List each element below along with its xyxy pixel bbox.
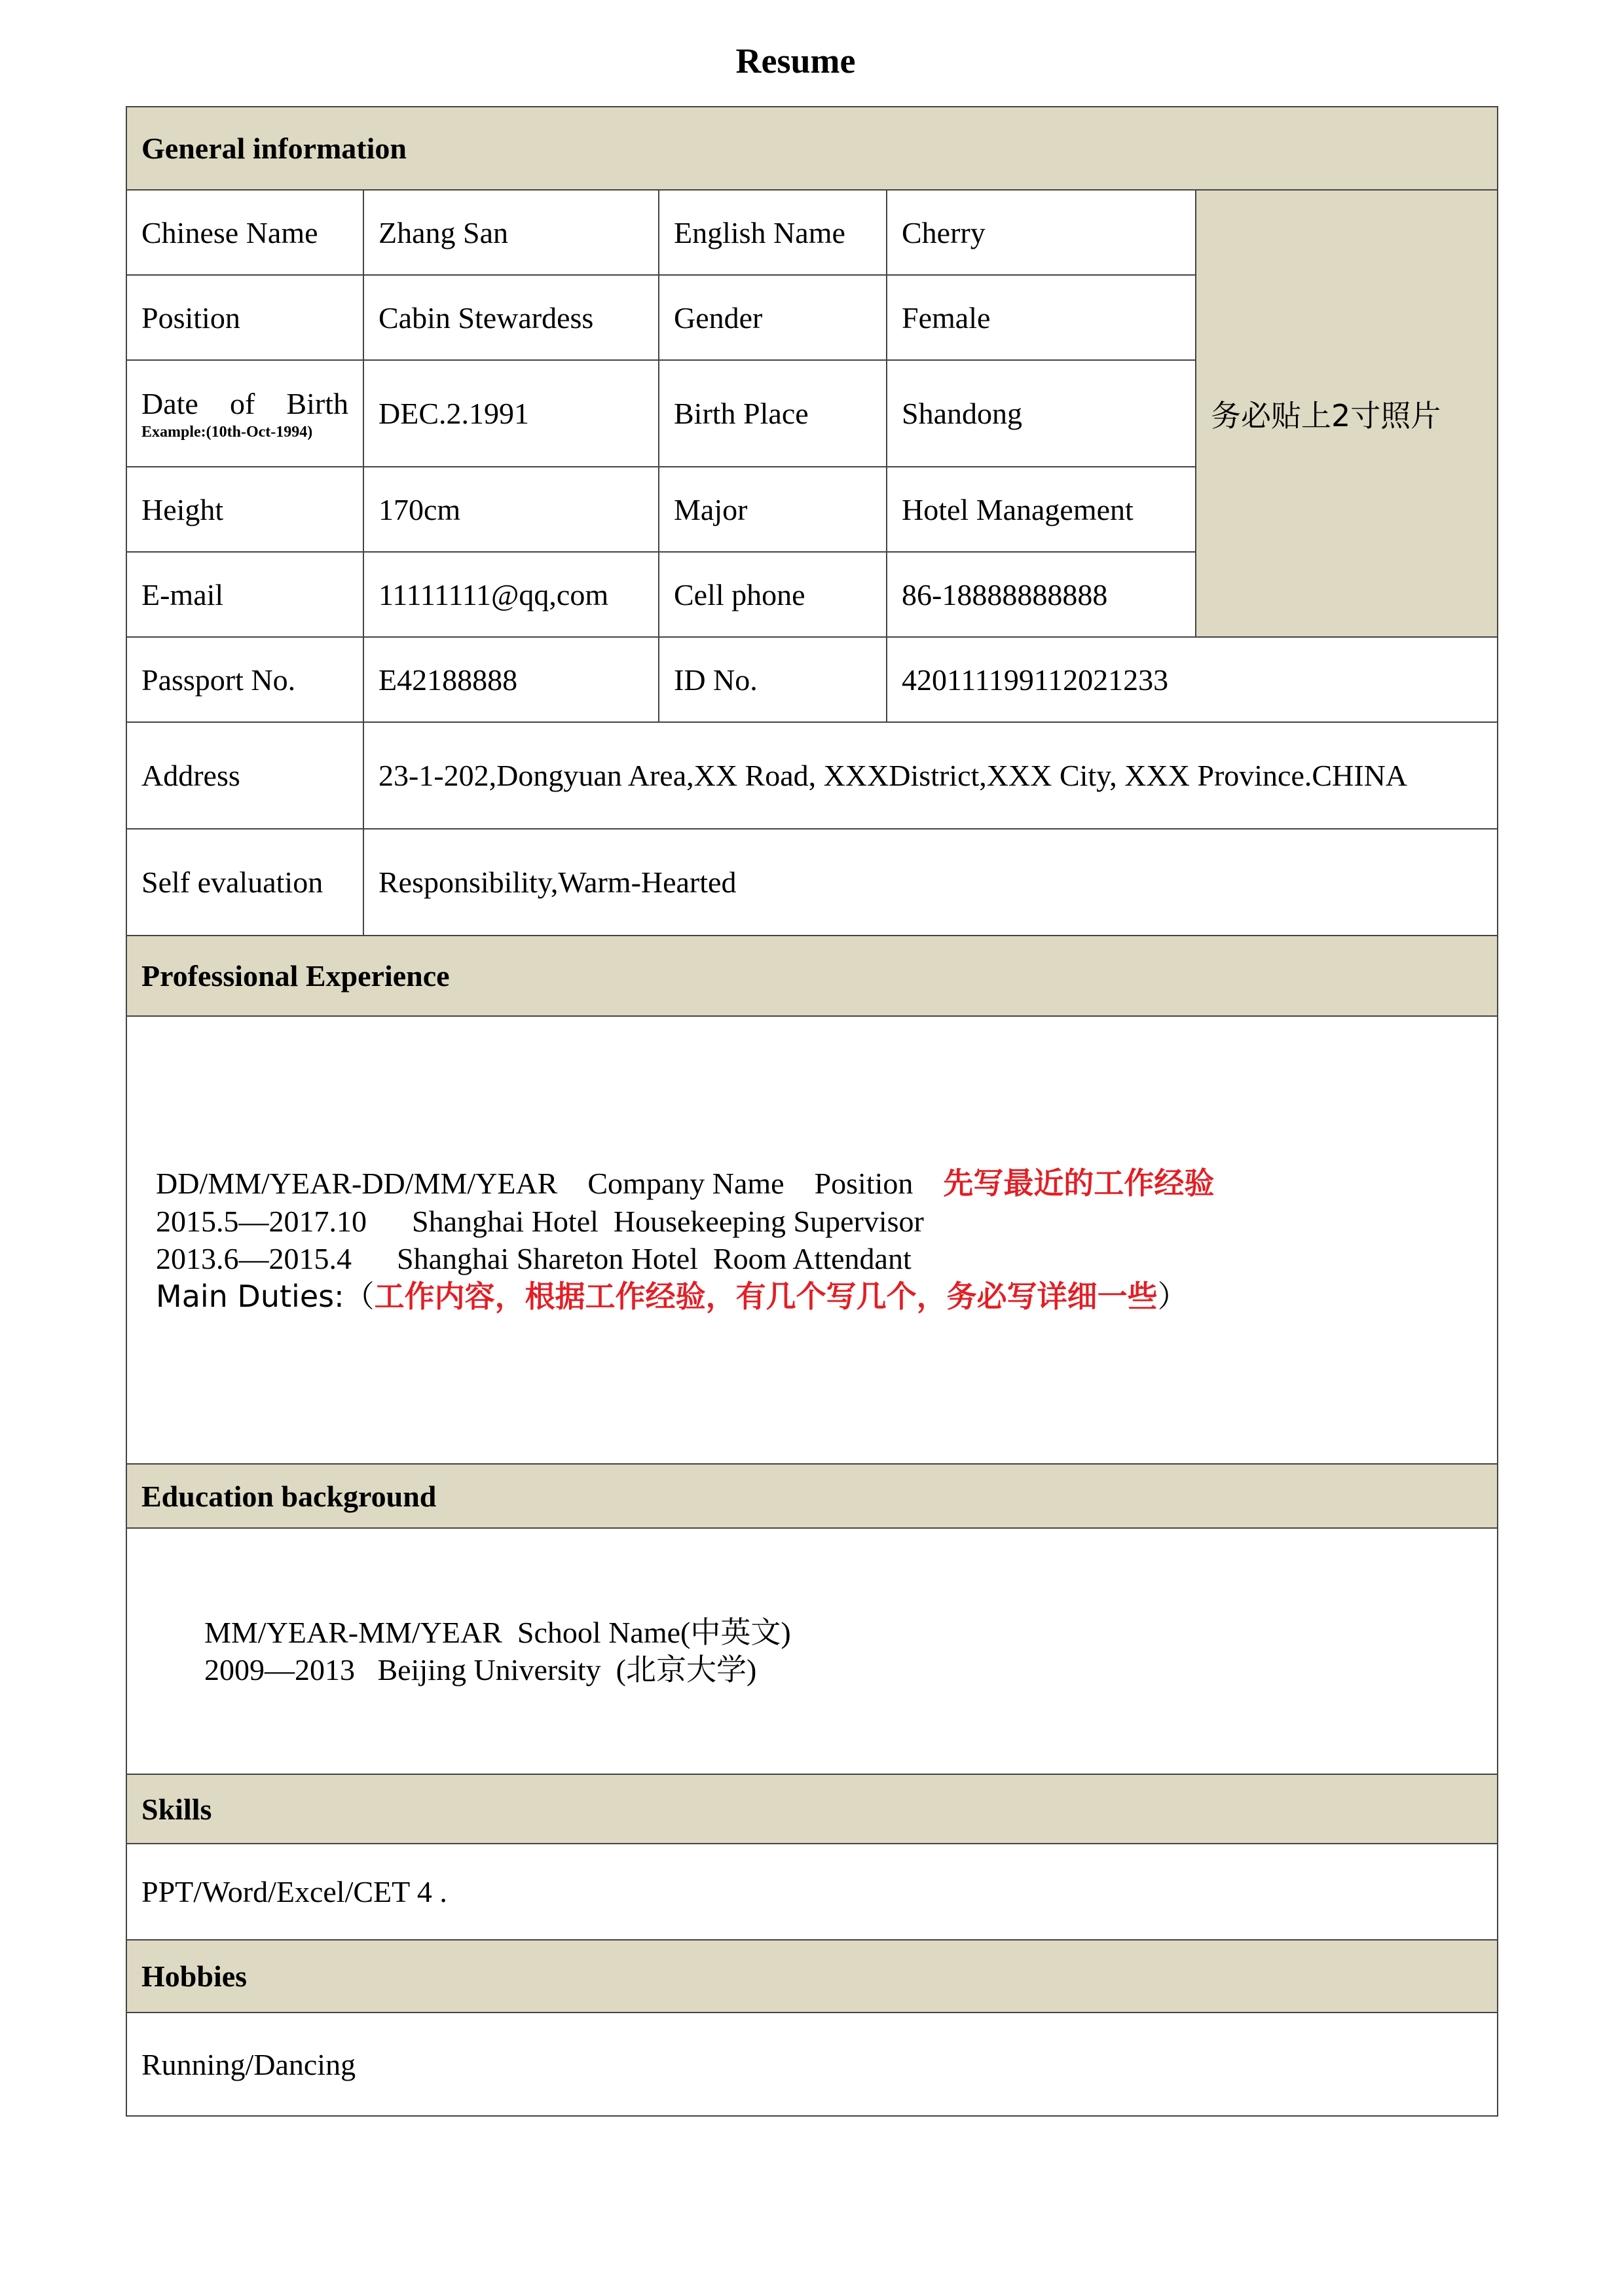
education-entry-cjk: 北京大学 bbox=[625, 1652, 747, 1687]
height-value: 170cm bbox=[363, 467, 659, 552]
self-evaluation-value: Responsibility,Warm-Hearted bbox=[363, 829, 1498, 936]
document-title: Resume bbox=[735, 41, 856, 81]
education-entry bbox=[204, 1651, 1468, 1689]
dob-label-word-2: of bbox=[229, 386, 255, 420]
id-number-value: 420111199112021233 bbox=[887, 637, 1498, 722]
self-evaluation-label: Self evaluation bbox=[126, 829, 363, 936]
main-duties-label: Main Duties:（ bbox=[156, 1278, 375, 1314]
position-label: Position bbox=[126, 275, 363, 360]
main-duties-close: ） bbox=[1157, 1278, 1188, 1314]
experience-body bbox=[126, 1016, 1498, 1464]
gender-label: Gender bbox=[659, 275, 887, 360]
education-format-line bbox=[204, 1614, 1468, 1652]
education-format-cjk: 中英文 bbox=[690, 1614, 781, 1650]
experience-format-note: 先写最近的工作经验 bbox=[943, 1165, 1215, 1201]
education-body bbox=[126, 1528, 1498, 1774]
experience-entry: 2015.5—2017.10 Shanghai Hotel Housekeeping Supervisor bbox=[156, 1204, 924, 1238]
dob-value: DEC.2.1991 bbox=[363, 360, 659, 467]
gender-value: Female bbox=[887, 275, 1196, 360]
english-name-label: English Name bbox=[659, 190, 887, 275]
chinese-name-label: Chinese Name bbox=[126, 190, 363, 275]
experience-entry: 2013.6—2015.4 Shanghai Shareton Hotel Room Attendant bbox=[156, 1242, 912, 1275]
major-value: Hotel Management bbox=[887, 467, 1196, 552]
birth-place-label: Birth Place bbox=[659, 360, 887, 467]
address-value: 23-1-202,Dongyuan Area,XX Road, XXXDistrict,XXX City, XXX Province.CHINA bbox=[363, 722, 1498, 829]
english-name-value: Cherry bbox=[887, 190, 1196, 275]
email-value: 11111111@qq,com bbox=[363, 552, 659, 637]
education-format-text: MM/YEAR-MM/YEAR School Name( bbox=[204, 1615, 691, 1649]
section-header-general: General information bbox=[126, 107, 1498, 190]
photo-placeholder: 务必贴上2寸照片 bbox=[1196, 190, 1498, 637]
height-label: Height bbox=[126, 467, 363, 552]
email-label: E-mail bbox=[126, 552, 363, 637]
section-header-skills: Skills bbox=[126, 1774, 1498, 1844]
hobbies-value: Running/Dancing bbox=[126, 2013, 1498, 2116]
section-header-hobbies: Hobbies bbox=[126, 1940, 1498, 2013]
section-header-education: Education background bbox=[126, 1464, 1498, 1528]
section-header-experience: Professional Experience bbox=[126, 936, 1498, 1016]
resume-table bbox=[126, 106, 1498, 2117]
passport-label: Passport No. bbox=[126, 637, 363, 722]
education-format-close: ) bbox=[781, 1615, 791, 1649]
education-entry-text: 2009—2013 Beijing University ( bbox=[204, 1653, 626, 1686]
chinese-name-value: Zhang San bbox=[363, 190, 659, 275]
birth-place-value: Shandong bbox=[887, 360, 1196, 467]
major-label: Major bbox=[659, 467, 887, 552]
dob-label-word-1: Date bbox=[141, 386, 198, 420]
cell-phone-label: Cell phone bbox=[659, 552, 887, 637]
date-of-birth-label-cell bbox=[126, 360, 363, 467]
id-number-label: ID No. bbox=[659, 637, 887, 722]
dob-label-word-3: Birth bbox=[286, 386, 348, 420]
cell-phone-value: 86-18888888888 bbox=[887, 552, 1196, 637]
position-value: Cabin Stewardess bbox=[363, 275, 659, 360]
experience-format-line bbox=[156, 1165, 1468, 1203]
skills-value: PPT/Word/Excel/CET 4 . bbox=[126, 1844, 1498, 1940]
dob-example: Example:(10th-Oct-1994) bbox=[141, 423, 313, 441]
experience-format-text: DD/MM/YEAR-DD/MM/YEAR Company Name Position bbox=[156, 1167, 913, 1200]
education-entry-close: ) bbox=[746, 1653, 757, 1686]
address-label: Address bbox=[126, 722, 363, 829]
main-duties-line bbox=[156, 1278, 1468, 1316]
passport-value: E42188888 bbox=[363, 637, 659, 722]
main-duties-note: 工作内容，根据工作经验，有几个写几个，务必写详细一些 bbox=[374, 1278, 1158, 1314]
